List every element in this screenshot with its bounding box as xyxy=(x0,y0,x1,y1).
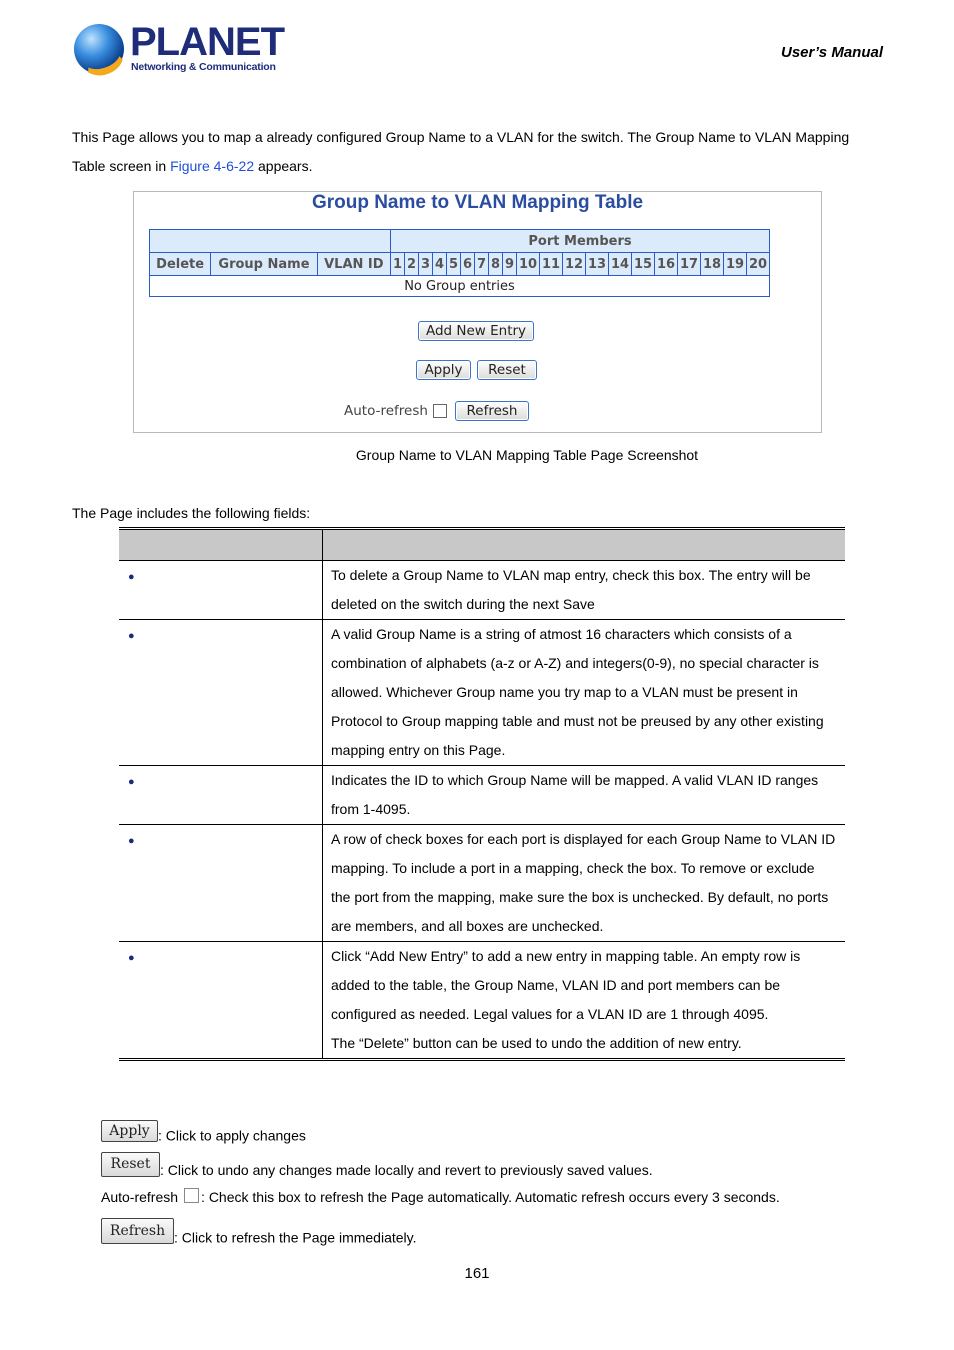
logo-tagline: Networking & Communication xyxy=(131,61,276,73)
legend-autorefresh-label: Auto-refresh xyxy=(101,1189,179,1205)
apply-button[interactable]: Apply xyxy=(416,360,471,380)
intro-text: Table screen in xyxy=(72,158,171,174)
fields-intro: The Page includes the following fields: xyxy=(72,505,311,521)
intro-line-2 xyxy=(72,152,892,181)
legend-refresh-button[interactable]: Refresh xyxy=(101,1218,174,1244)
port-header-15: 15 xyxy=(632,253,655,276)
legend-refresh xyxy=(101,1218,417,1246)
field-object-cell xyxy=(119,942,323,1060)
screenshot-frame xyxy=(133,191,822,433)
field-description-line: A valid Group Name is a string of atmost 16 characters which consists of a xyxy=(331,626,792,642)
bullet-icon: ● xyxy=(128,630,135,642)
bullet-icon: ● xyxy=(128,571,135,583)
port-header-20: 20 xyxy=(747,253,770,276)
port-header-11: 11 xyxy=(540,253,563,276)
field-description-line: mapping entry on this Page. xyxy=(331,742,506,758)
header-spacer xyxy=(150,230,391,253)
port-header-10: 10 xyxy=(517,253,540,276)
field-object-cell xyxy=(119,825,323,942)
port-header-19: 19 xyxy=(724,253,747,276)
legend-reset-text: : Click to undo any changes made locally and revert to previously saved values. xyxy=(160,1162,653,1179)
field-description-cell xyxy=(323,942,846,1060)
legend-reset-button[interactable]: Reset xyxy=(101,1152,160,1177)
field-description-line: the port from the mapping, make sure the box is unchecked. By default, no ports xyxy=(331,889,829,905)
field-description-line: Indicates the ID to which Group Name will be mapped. A valid VLAN ID ranges xyxy=(331,772,819,788)
port-header-13: 13 xyxy=(586,253,609,276)
port-header-3: 3 xyxy=(419,253,433,276)
legend-autorefresh-text: : Check this box to refresh the Page automatically. Automatic refresh occurs every 3 seconds. xyxy=(201,1189,780,1205)
fields-header-object xyxy=(119,529,323,561)
field-description-line: are members, and all boxes are unchecked. xyxy=(331,918,604,934)
field-description-line: added to the table, the Group Name, VLAN ID and port members can be xyxy=(331,977,781,993)
port-header-16: 16 xyxy=(655,253,678,276)
figure-link[interactable]: Figure 4-6-22 xyxy=(170,158,255,174)
port-header-7: 7 xyxy=(475,253,489,276)
field-object-cell xyxy=(119,620,323,766)
field-description-cell xyxy=(323,825,846,942)
legend-apply-text: : Click to apply changes xyxy=(158,1127,306,1144)
reset-button[interactable]: Reset xyxy=(477,360,537,380)
port-header-5: 5 xyxy=(447,253,461,276)
empty-table-message: No Group entries xyxy=(150,276,770,297)
port-header-14: 14 xyxy=(609,253,632,276)
legend-apply xyxy=(101,1120,306,1144)
add-new-entry-button[interactable]: Add New Entry xyxy=(418,321,534,341)
field-description-line: mapping. To include a port in a mapping, check the box. To remove or exclude xyxy=(331,860,815,876)
col-group-name: Group Name xyxy=(211,253,317,276)
intro-paragraph xyxy=(72,123,892,181)
logo-wordmark: PLANET xyxy=(130,20,284,64)
intro-line-1: This Page allows you to map a already configured Group Name to a VLAN for the switch. The Group Name to VLAN Mapping xyxy=(72,129,850,145)
port-members-header: Port Members xyxy=(391,230,770,253)
fields-table xyxy=(119,527,845,1061)
field-row xyxy=(119,620,845,766)
port-header-2: 2 xyxy=(405,253,419,276)
fields-header-description xyxy=(323,529,846,561)
refresh-button[interactable]: Refresh xyxy=(455,401,529,421)
field-description-line: The “Delete” button can be used to undo the addition of new entry. xyxy=(331,1035,742,1051)
field-description-line: Click “Add New Entry” to add a new entry in mapping table. An empty row is xyxy=(331,948,801,964)
field-description-line: To delete a Group Name to VLAN map entry, check this box. The entry will be xyxy=(331,567,811,583)
port-header-4: 4 xyxy=(433,253,447,276)
port-header-1: 1 xyxy=(391,253,405,276)
field-description-line: A row of check boxes for each port is displayed for each Group Name to VLAN ID xyxy=(331,831,836,847)
page-number: 161 xyxy=(464,1265,490,1282)
bullet-icon: ● xyxy=(128,776,135,788)
legend-autorefresh xyxy=(101,1188,780,1205)
legend-refresh-text: : Click to refresh the Page immediately. xyxy=(174,1229,417,1246)
manual-title: User’s Manual xyxy=(781,44,883,61)
field-description-cell xyxy=(323,766,846,825)
port-header-9: 9 xyxy=(503,253,517,276)
field-row xyxy=(119,766,845,825)
field-object-cell xyxy=(119,561,323,620)
legend-apply-button[interactable]: Apply xyxy=(101,1120,158,1142)
figure-caption: Group Name to VLAN Mapping Table Page Screenshot xyxy=(355,447,699,463)
field-description-line: from 1-4095. xyxy=(331,801,411,817)
field-description-line: combination of alphabets (a-z or A-Z) and integers(0-9), no special character is xyxy=(331,655,819,671)
intro-text-end: appears. xyxy=(254,158,313,174)
autorefresh-checkbox[interactable] xyxy=(433,404,447,418)
autorefresh-label: Auto-refresh xyxy=(344,403,428,419)
bullet-icon: ● xyxy=(128,952,135,964)
field-row xyxy=(119,561,845,620)
port-header-6: 6 xyxy=(461,253,475,276)
planet-logo xyxy=(74,20,284,78)
col-delete: Delete xyxy=(150,253,211,276)
bullet-icon: ● xyxy=(128,835,135,847)
port-header-8: 8 xyxy=(489,253,503,276)
port-header-12: 12 xyxy=(563,253,586,276)
field-description-line: Protocol to Group mapping table and must not be preused by any other existing xyxy=(331,713,824,729)
field-description-cell xyxy=(323,561,846,620)
legend-autorefresh-checkbox[interactable] xyxy=(184,1188,199,1203)
field-description-cell xyxy=(323,620,846,766)
field-row xyxy=(119,942,845,1060)
port-header-17: 17 xyxy=(678,253,701,276)
screenshot-title: Group Name to VLAN Mapping Table xyxy=(311,192,644,213)
field-object-cell xyxy=(119,766,323,825)
field-description-line: deleted on the switch during the next Save xyxy=(331,596,595,612)
port-header-18: 18 xyxy=(701,253,724,276)
field-description-line: configured as needed. Legal values for a VLAN ID are 1 through 4095. xyxy=(331,1006,769,1022)
col-vlan-id: VLAN ID xyxy=(317,253,390,276)
field-row xyxy=(119,825,845,942)
legend-reset xyxy=(101,1152,653,1178)
vlan-mapping-table xyxy=(149,229,770,297)
field-description-line: allowed. Whichever Group name you try map to a VLAN must be present in xyxy=(331,684,798,700)
